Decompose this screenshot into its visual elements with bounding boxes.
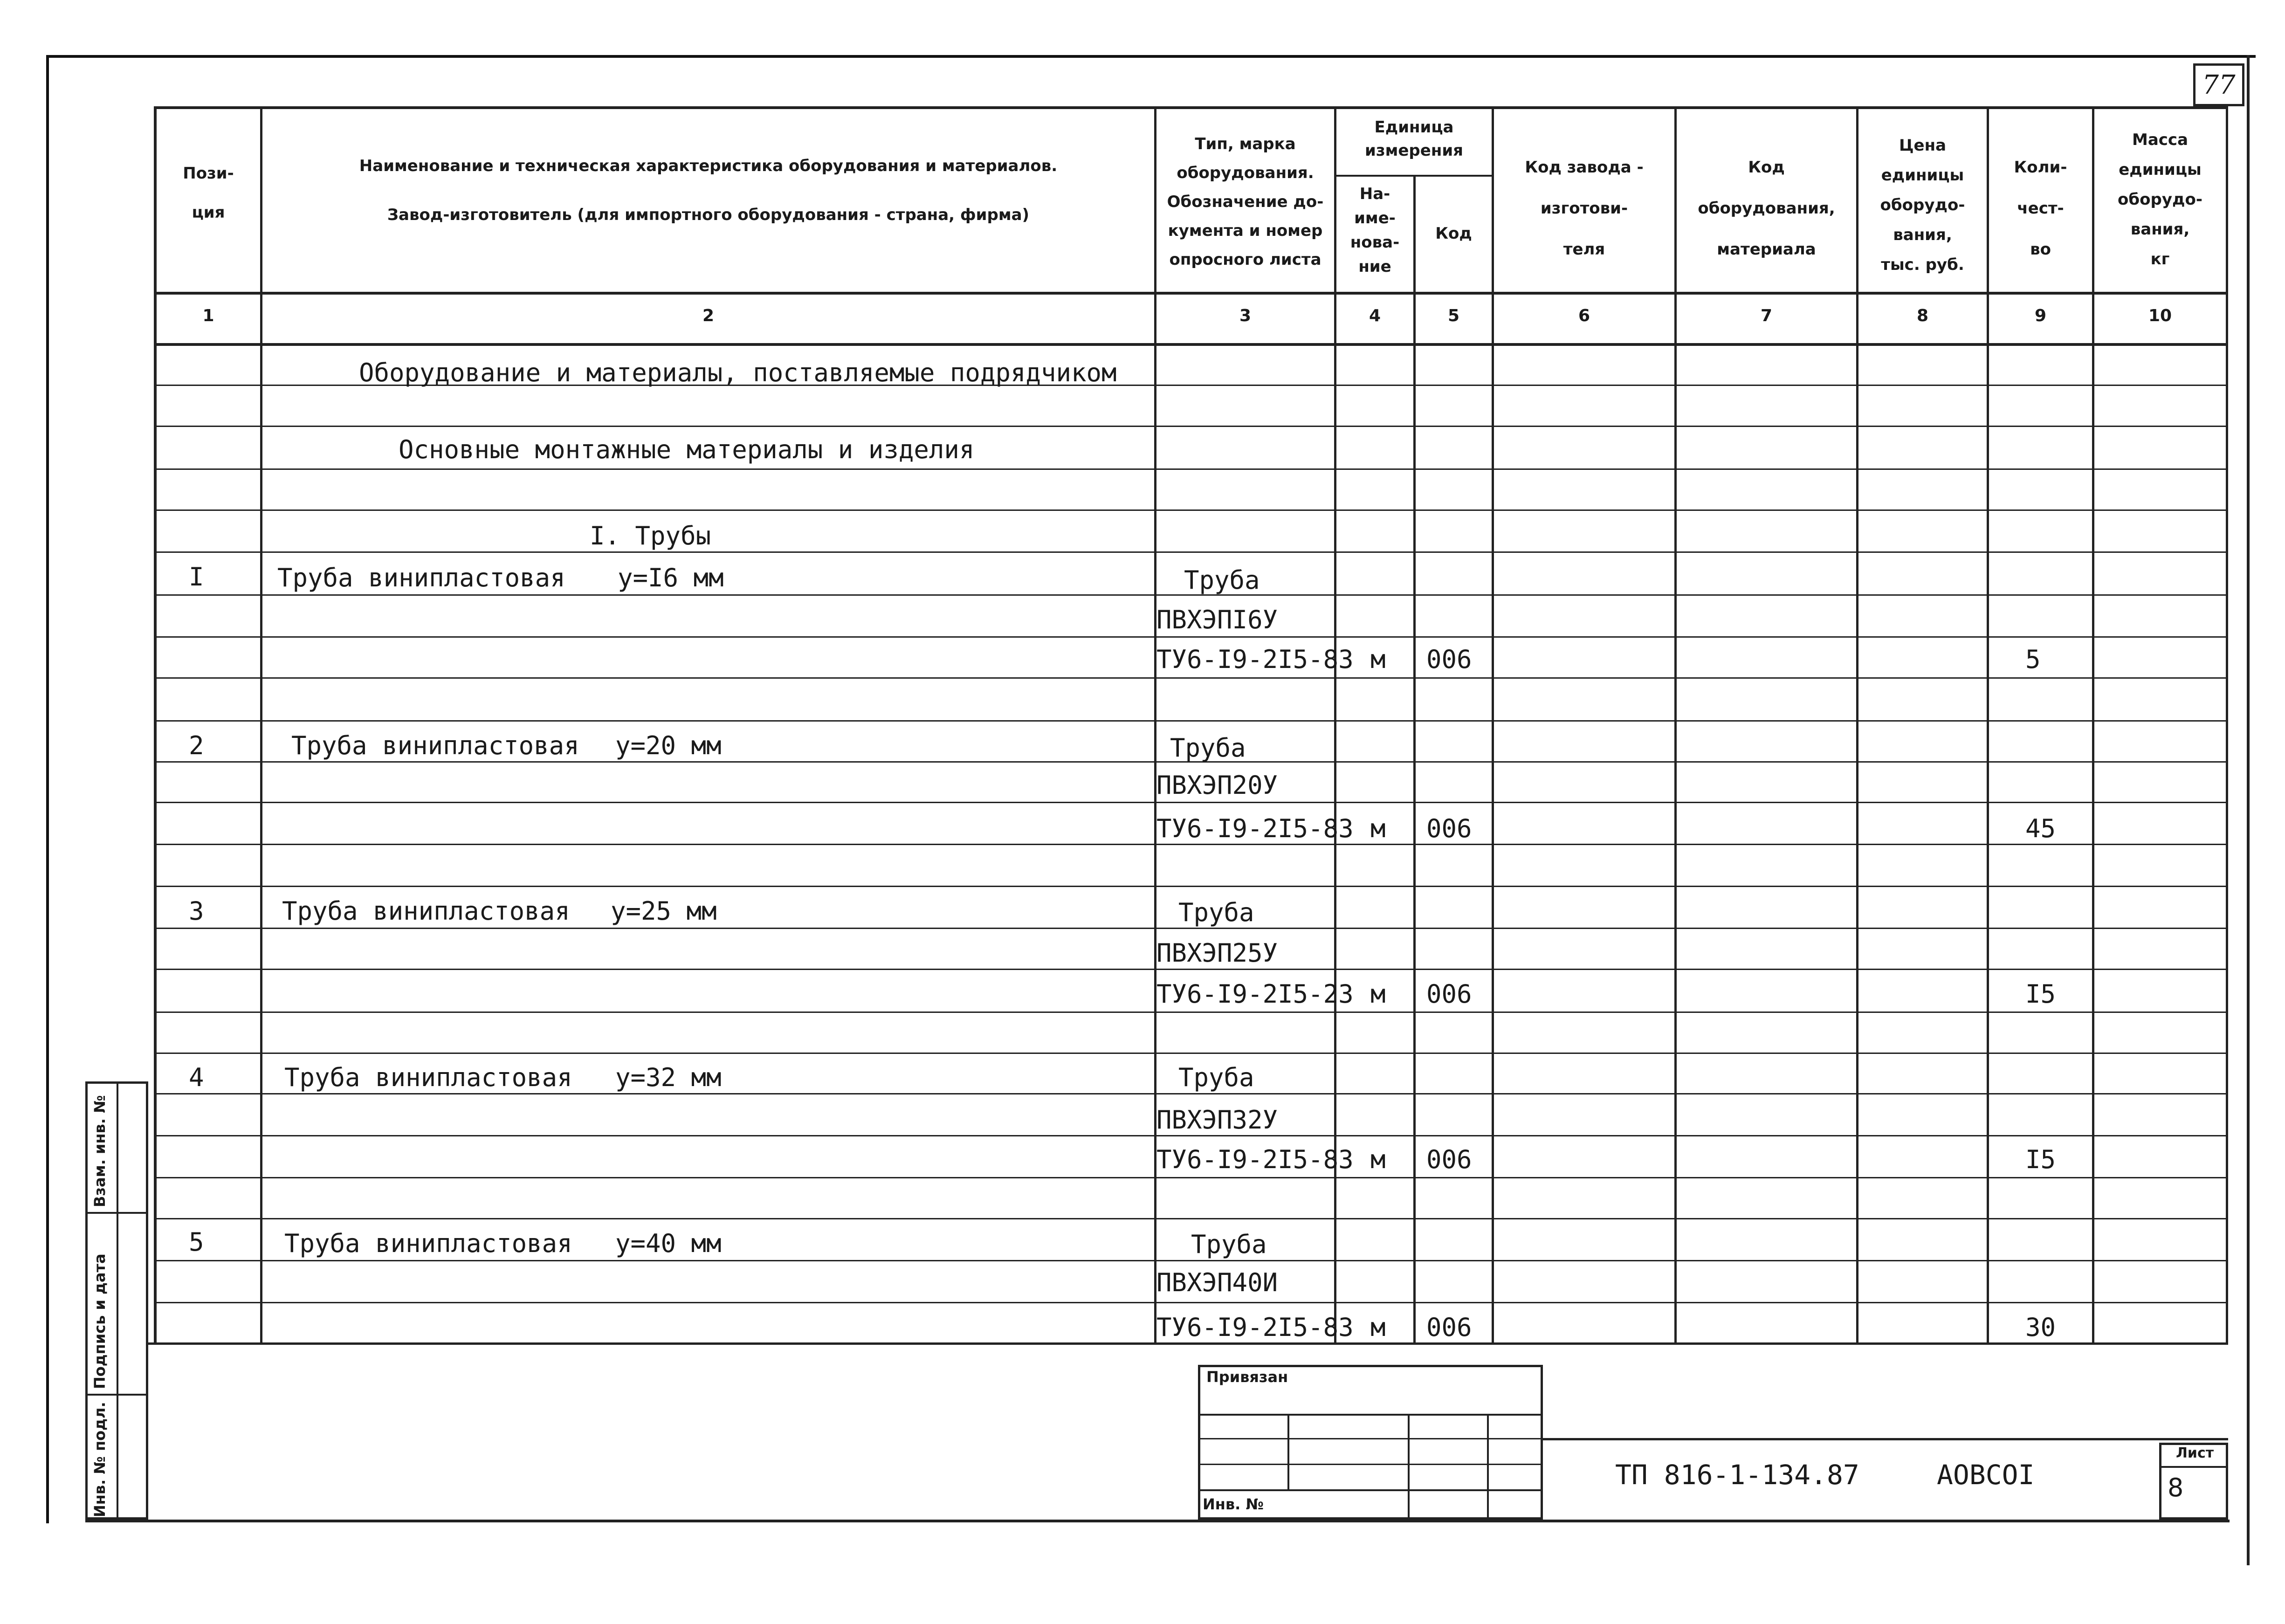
item-unit-code: 006: [1426, 979, 1472, 1009]
item-size: у=25 мм: [611, 896, 717, 926]
item-document: ТУ6-I9-2I5-83: [1156, 645, 1354, 674]
header-position: Пози- ция: [183, 164, 234, 222]
col-line: [260, 106, 262, 1345]
inv-no-orig-label: Инв. № подл.: [91, 1402, 109, 1517]
col-line: [154, 106, 157, 1345]
item-document: ТУ6-I9-2I5-23: [1156, 979, 1354, 1009]
item-type: Труба: [1178, 898, 1254, 927]
column-number: 2: [702, 306, 715, 325]
item-quantity: 5: [2025, 645, 2041, 674]
header-type: Тип, марка оборудования. Обозначение до- кумента и номер опросного листа: [1167, 135, 1324, 269]
corner-sheet-number: 77: [2193, 63, 2244, 106]
column-number: 4: [1369, 306, 1381, 325]
attached-divider: [1198, 1414, 1543, 1416]
item-type: Труба: [1191, 1230, 1267, 1259]
item-name: Труба винипластовая: [291, 731, 579, 760]
header-unit-code: Код: [1435, 224, 1472, 243]
attached-divider: [1408, 1414, 1410, 1520]
item-name: Труба винипластовая: [284, 1229, 572, 1258]
header-quantity: Коли- чест- во: [2014, 158, 2067, 259]
item-type-mark: ПВХЭПI6У: [1156, 605, 1278, 634]
sheet-box-divider: [2159, 1466, 2228, 1468]
item-unit: м: [1370, 1313, 1386, 1342]
section-heading: I. Трубы: [590, 521, 711, 551]
item-name: Труба винипластовая: [284, 1063, 572, 1092]
header-name-line2: Завод-изготовитель (для импортного оборудования - страна, фирма): [387, 206, 1030, 224]
row-line: [154, 468, 2228, 470]
replace-inv-label: Взам. инв. №: [91, 1095, 109, 1207]
item-quantity: 45: [2025, 814, 2056, 843]
item-unit-code: 006: [1426, 1313, 1472, 1342]
attached-divider: [1487, 1414, 1489, 1520]
item-position: I: [189, 562, 204, 592]
col-line: [2092, 106, 2094, 1345]
album-code: АОВСОI: [1937, 1459, 2035, 1491]
item-type: Труба: [1178, 1063, 1254, 1092]
col-line: [1413, 175, 1416, 1345]
header-plant-code: Код завода - изготови- теля: [1525, 158, 1644, 259]
document-code: ТП 816-1-134.87: [1615, 1459, 1859, 1491]
section-heading: Оборудование и материалы, поставляемые подрядчиком: [359, 358, 1117, 387]
row-line: [154, 886, 2228, 887]
col-line: [2226, 106, 2228, 1345]
col-line: [1492, 106, 1494, 1345]
attached-divider: [1287, 1414, 1289, 1491]
attached-divider: [1198, 1464, 1543, 1465]
item-size: у=20 мм: [615, 731, 722, 760]
frame-bottom-edge: [85, 1520, 2230, 1522]
item-position: 3: [189, 896, 204, 926]
item-size: у=40 мм: [615, 1229, 722, 1258]
row-line: [154, 551, 2228, 553]
sign-date-label: Подпись и дата: [91, 1253, 109, 1389]
item-position: 5: [189, 1227, 204, 1257]
col-line: [1856, 106, 1858, 1345]
column-number: 5: [1447, 306, 1460, 325]
row-line: [154, 720, 2228, 722]
item-document: ТУ6-I9-2I5-83: [1156, 1313, 1354, 1342]
item-unit-code: 006: [1426, 814, 1472, 843]
header-unit-price: Цена единицы оборудо- вания, тыс. руб.: [1880, 136, 1965, 274]
column-number: 3: [1239, 306, 1252, 325]
col-line: [1674, 106, 1677, 1345]
side-stamp-divider: [85, 1394, 148, 1396]
item-quantity: 30: [2025, 1313, 2056, 1342]
item-type: Труба: [1184, 565, 1260, 595]
frame-right-edge: [2247, 55, 2250, 1565]
item-size: у=I6 мм: [618, 563, 724, 592]
attached-label: Привязан: [1206, 1368, 1288, 1386]
item-unit: м: [1370, 645, 1386, 674]
item-type-mark: ПВХЭП25У: [1156, 938, 1278, 968]
item-unit: м: [1370, 814, 1386, 843]
item-position: 4: [189, 1063, 204, 1092]
colnum-bottom-border: [154, 343, 2228, 346]
item-type-mark: ПВХЭП40И: [1156, 1268, 1278, 1297]
header-unit-name: На- име- нова- ние: [1350, 185, 1400, 276]
item-unit: м: [1370, 1145, 1386, 1174]
item-name: Труба винипластовая: [282, 896, 570, 926]
item-unit-code: 006: [1426, 1145, 1472, 1174]
header-unit-group: Единица измерения: [1365, 118, 1463, 160]
attached-divider: [1198, 1489, 1543, 1491]
side-stamp-divider: [117, 1081, 118, 1520]
column-number: 6: [1578, 306, 1590, 325]
header-name-line1: Наименование и техническая характеристика оборудования и материалов.: [359, 157, 1058, 175]
item-document: ТУ6-I9-2I5-83: [1156, 814, 1354, 843]
item-type-mark: ПВХЭП20У: [1156, 771, 1278, 800]
sheet-number: 8: [2168, 1473, 2184, 1502]
item-size: у=32 мм: [615, 1063, 722, 1092]
row-line: [154, 426, 2228, 427]
row-line: [154, 1218, 2228, 1219]
item-document: ТУ6-I9-2I5-83: [1156, 1145, 1354, 1174]
column-number: 8: [1916, 306, 1929, 325]
item-position: 2: [189, 731, 204, 760]
column-number: 10: [2148, 306, 2172, 325]
section-heading: Основные монтажные материалы и изделия: [399, 435, 975, 464]
title-block-top-border: [1543, 1438, 2228, 1440]
inv-no-label: Инв. №: [1203, 1495, 1264, 1513]
table-top-border: [154, 106, 2228, 109]
row-line: [154, 509, 2228, 511]
item-type: Труба: [1170, 733, 1246, 763]
sheet-label: Лист: [2176, 1445, 2214, 1461]
row-line: [154, 1302, 2228, 1303]
attached-divider: [1198, 1438, 1543, 1439]
col-line: [1987, 106, 1989, 1345]
side-stamp-divider: [85, 1212, 148, 1214]
row-line: [154, 1053, 2228, 1054]
item-unit-code: 006: [1426, 645, 1472, 674]
item-unit: м: [1370, 979, 1386, 1009]
column-number: 7: [1760, 306, 1773, 325]
item-name: Труба винипластовая: [277, 563, 565, 592]
column-number: 9: [2034, 306, 2047, 325]
header-bottom-border: [154, 292, 2228, 295]
header-unit-mass: Масса единицы оборудо- вания, кг: [2118, 131, 2202, 268]
item-quantity: I5: [2025, 1145, 2056, 1174]
item-quantity: I5: [2025, 979, 2056, 1009]
item-type-mark: ПВХЭП32У: [1156, 1105, 1278, 1135]
header-equipment-code: Код оборудования, материала: [1698, 158, 1835, 259]
column-number: 1: [202, 306, 214, 325]
